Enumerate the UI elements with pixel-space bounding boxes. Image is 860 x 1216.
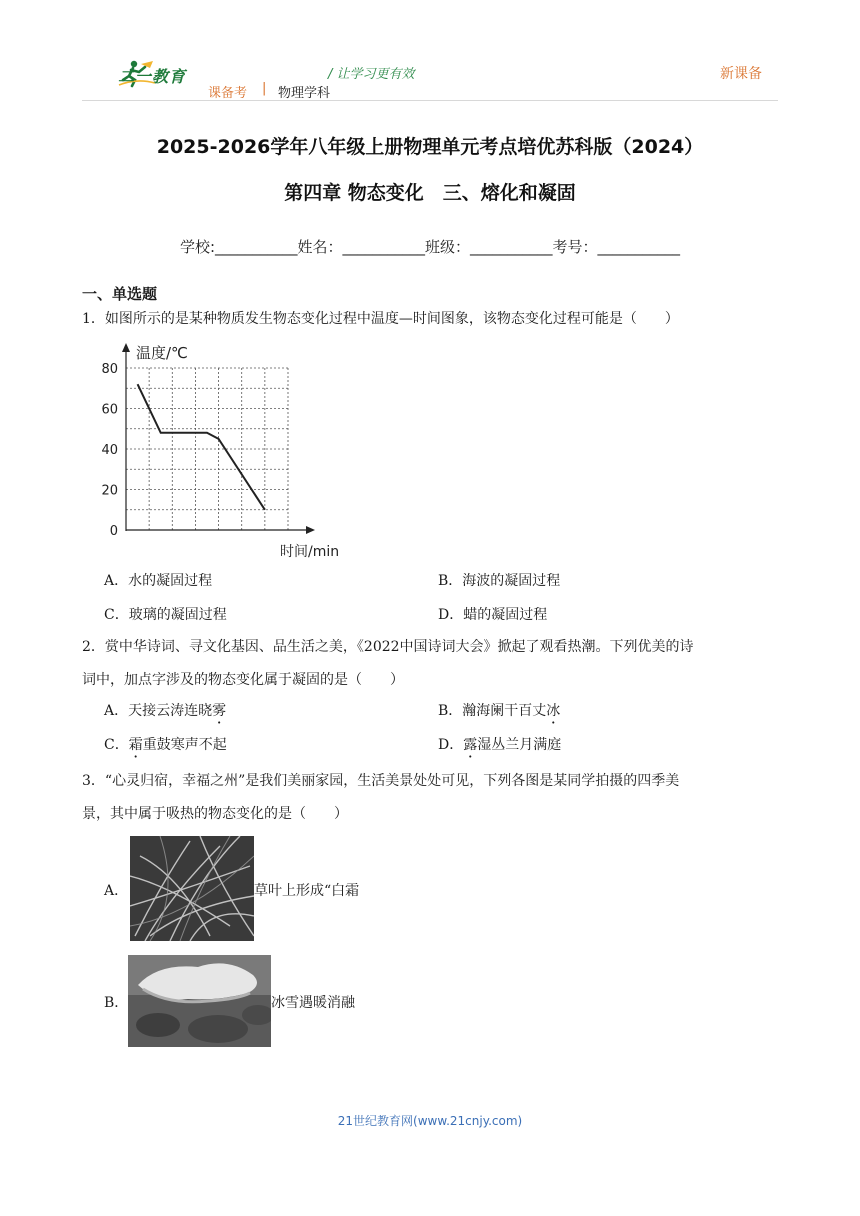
y-tick-label: 80 bbox=[101, 362, 118, 377]
question-1-stem: 1．如图所示的是某种物质发生物态变化过程中温度—时间图象，该物态变化过程可能是（ ） bbox=[82, 311, 679, 327]
subject-label: 物理学科 bbox=[278, 86, 331, 101]
y-tick-label: 60 bbox=[101, 402, 118, 418]
chart-x-axis-label: 时间/min bbox=[280, 544, 340, 560]
brand-name: 二一教育 bbox=[118, 67, 187, 86]
q3-option-b-caption: 冰雪遇暖消融 bbox=[271, 995, 355, 1011]
question-2-line-2: 词中，加点字涉及的物态变化属于凝固的是（ ） bbox=[82, 672, 404, 688]
q2-option-d-label: D． bbox=[438, 737, 464, 753]
chart-grid bbox=[126, 368, 288, 530]
frost-grass-photo bbox=[130, 836, 254, 941]
q2-option-c-dotted-char: 霜 bbox=[128, 737, 143, 753]
page-subtitle: 第四章 物态变化 三、熔化和凝固 bbox=[284, 182, 576, 204]
q2-option-b-text: B．瀚海阑干百丈 bbox=[438, 703, 547, 719]
chart-tick-labels bbox=[101, 362, 118, 539]
temperature-time-chart bbox=[98, 338, 348, 560]
q1-option-b: B．海波的凝固过程 bbox=[438, 573, 561, 589]
q2-option-b-dotted-char: 冰 bbox=[546, 703, 561, 719]
x-axis-arrow bbox=[306, 526, 315, 534]
q2-option-a-dotted-char: 雾 bbox=[212, 703, 227, 719]
slogan: / 让学习更有效 bbox=[328, 67, 415, 82]
question-2-line-1: 2．赏中华诗词、寻文化基因、品生活之美，《2022中国诗词大会》掀起了观看热潮。下列优美的诗 bbox=[82, 639, 694, 655]
y-tick-label: 40 bbox=[101, 443, 118, 458]
q2-option-c-label: C． bbox=[104, 737, 129, 753]
student-info-line: 学校:___________姓名：___________班级：___________考号：___________ bbox=[179, 238, 681, 256]
q2-option-b bbox=[438, 700, 560, 720]
course-tag: 课备考 bbox=[208, 86, 248, 101]
header-separator: | bbox=[262, 81, 267, 96]
q2-option-d-dotted-char: 露 bbox=[463, 737, 478, 753]
new-course-label: 新课备 bbox=[720, 66, 762, 82]
question-3-line-2: 景，其中属于吸热的物态变化的是（ ） bbox=[82, 806, 348, 822]
y-tick-label: 20 bbox=[101, 483, 118, 499]
q2-option-a bbox=[104, 700, 226, 720]
q2-option-d-text: 湿丛兰月满庭 bbox=[477, 737, 562, 753]
q3-option-a-label: A． bbox=[104, 883, 129, 899]
q3-option-b-label: B． bbox=[104, 995, 129, 1011]
header-divider bbox=[82, 100, 778, 101]
q1-option-a: A．水的凝固过程 bbox=[104, 573, 213, 589]
q1-option-d: D．蜡的凝固过程 bbox=[438, 607, 548, 623]
footer-source: 21世纪教育网(www.21cnjy.com) bbox=[337, 1114, 523, 1128]
q2-option-c-text: 重鼓寒声不起 bbox=[142, 737, 227, 753]
section-heading: 一、单选题 bbox=[82, 285, 158, 303]
q3-option-a-caption: 草叶上形成“白霜 bbox=[254, 883, 360, 899]
page-title: 2025-2026学年八年级上册物理单元考点培优苏科版（2024） bbox=[156, 136, 704, 158]
q1-option-c: C．玻璃的凝固过程 bbox=[104, 607, 227, 623]
melting-ice-photo bbox=[128, 955, 271, 1047]
q2-option-c bbox=[104, 734, 227, 754]
question-3-line-1: 3．“心灵归宿，幸福之州”是我们美丽家园，生活美景处处可见，下列各图是某同学拍摄的四季美 bbox=[82, 773, 680, 789]
y-axis-arrow bbox=[122, 343, 130, 352]
chart-series-line bbox=[138, 384, 265, 510]
q2-option-a-text: A．天接云涛连晓 bbox=[104, 703, 213, 719]
chart-y-axis-label: 温度/℃ bbox=[136, 344, 188, 362]
y-tick-label: 0 bbox=[109, 524, 118, 539]
q2-option-d bbox=[438, 734, 561, 754]
